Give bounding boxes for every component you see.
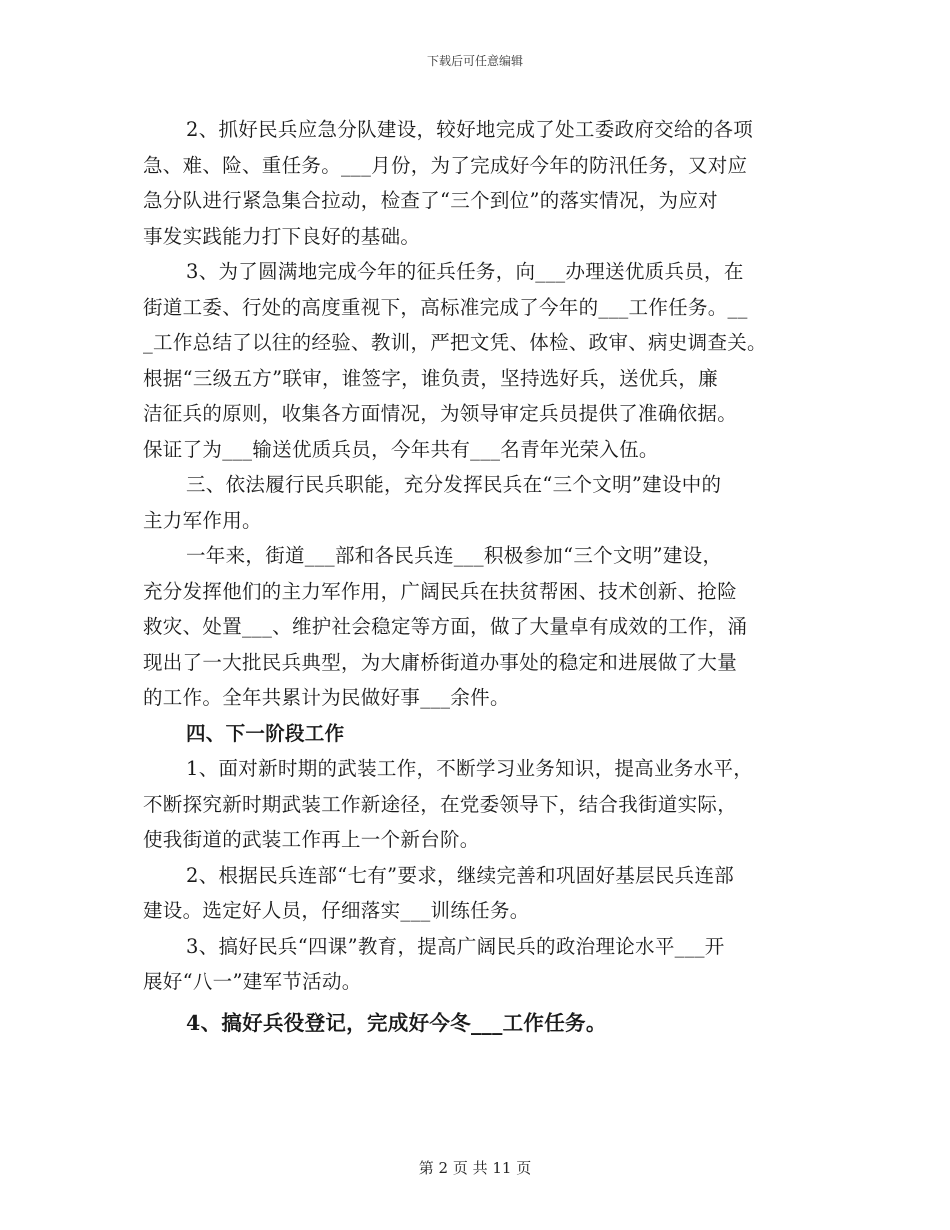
page-footer: 第 2 页 共 11 页 (418, 1159, 532, 1177)
text-line: 2、根据民兵连部“七有”要求，继续完善和巩固好基层民兵连部 (186, 863, 735, 887)
text-line: 的工作。全年共累计为民做好事___余件。 (143, 686, 510, 709)
text-line: 街道工委、行处的高度重视下，高标准完成了今年的___工作任务。__ (143, 295, 748, 319)
text-line: _工作总结了以往的经验、教训，严把文凭、体检、政审、病史调查关。 (143, 331, 767, 354)
text-line: 使我街道的武装工作再上一个新台阶。 (143, 828, 480, 851)
text-line: 2、抓好民兵应急分队建设，较好地完成了处工委政府交给的各项 (186, 118, 754, 141)
text-line: 保证了为___输送优质兵员，今年共有___名青年光荣入伍。 (143, 437, 659, 461)
text-line: 3、为了圆满地完成今年的征兵任务，向___办理送优质兵员，在 (186, 260, 744, 283)
text-line: 现出了一大批民兵典型，为大庸桥街道办事处的稳定和进展做了大量 (143, 650, 738, 674)
text-line: 急、难、险、重任务。___月份，为了完成好今年的防汛任务，又对应 (143, 153, 748, 177)
text-line: 展好“八一”建军节活动。 (143, 970, 362, 993)
header-note: 下载后可任意编辑 (426, 54, 523, 68)
text-line: 1、面对新时期的武装工作，不断学习业务知识，提高业务水平， (186, 757, 754, 780)
document-body (143, 112, 823, 1041)
text-line: 不断探究新时期武装工作新途径，在党委领导下，结合我街道实际， (143, 792, 738, 816)
text-line: 主力军作用。 (143, 508, 262, 532)
text-line: 救灾、处置___、维护社会稳定等方面，做了大量卓有成效的工作，涌 (143, 615, 748, 638)
section-heading-line: 四、下一阶段工作 (186, 721, 345, 745)
text-line: 建设。选定好人员，仔细落实___训练任务。 (143, 899, 530, 922)
text-line: 急分队进行紧急集合拉动，检查了“三个到位”的落实情况，为应对 (143, 189, 718, 212)
text-line: 洁征兵的原则，收集各方面情况，为领导审定兵员提供了准确依据。 (143, 402, 738, 425)
text-line: 一年来，街道___部和各民兵连___积极参加“三个文明”建设， (186, 544, 723, 567)
text-line: 三、依法履行民兵职能，充分发挥民兵在“三个文明”建设中的 (186, 473, 722, 496)
text-line: 3、搞好民兵“四课”教育，提高广阔民兵的政治理论水平___开 (186, 934, 725, 958)
section-heading-line: 4、搞好兵役登记，完成好今冬___工作任务。 (186, 1010, 607, 1035)
text-line: 根据“三级五方”联审，谁签字，谁负责，坚持选好兵，送优兵，廉 (143, 366, 718, 390)
text-line: 事发实践能力打下良好的基础。 (143, 224, 421, 248)
text-line: 充分发挥他们的主力军作用，广阔民兵在扶贫帮困、技术创新、抢险 (143, 579, 738, 603)
